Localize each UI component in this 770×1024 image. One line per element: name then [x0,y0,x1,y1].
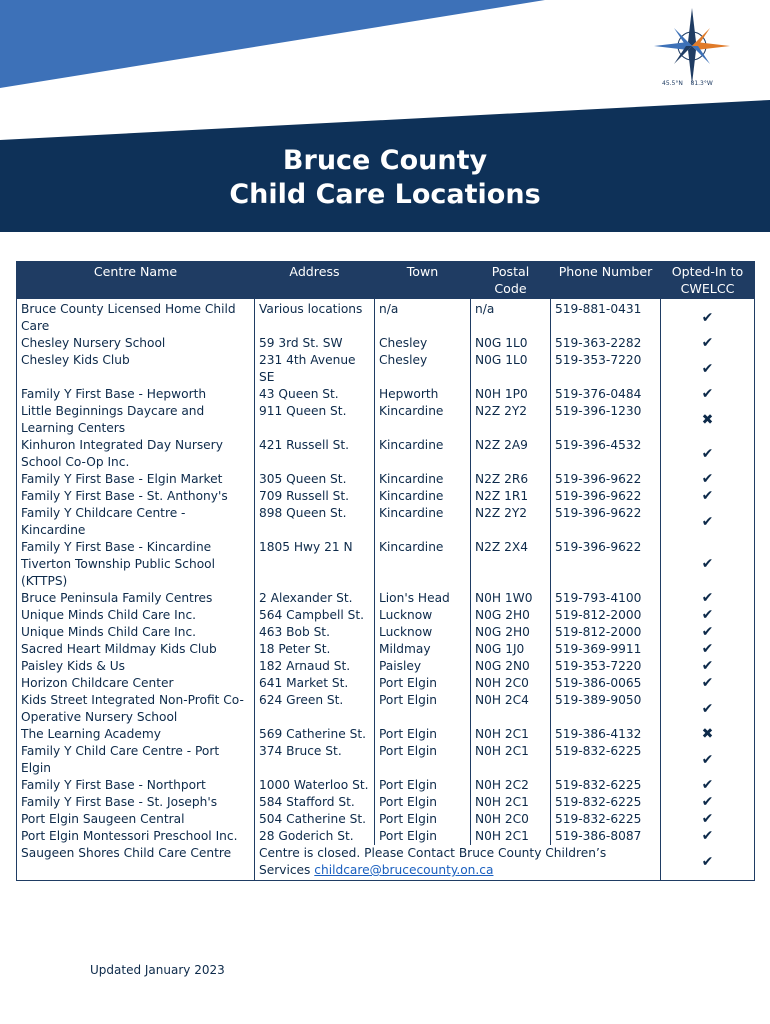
page-title [0,144,770,212]
header-opted-in: Opted-In to CWELCC [661,262,755,299]
table-row [17,811,755,828]
cell-centre-name: Unique Minds Child Care Inc. [17,607,255,624]
header-town: Town [375,262,471,299]
cell-postal-code: N0G 2H0 [471,624,551,641]
check-icon: ✔ [661,624,755,641]
cell-centre-name: Port Elgin Montessori Preschool Inc. [17,828,255,845]
cell-phone-number: 519-793-4100 [551,590,661,607]
cell-postal-code: N0H 2C0 [471,675,551,692]
cell-phone-number: 519-353-7220 [551,352,661,386]
cell-centre-name: Family Y Childcare Centre - Kincardine [17,505,255,539]
cell-town: n/a [375,299,471,336]
cell-phone-number: 519-881-0431 [551,299,661,336]
cell-address: 18 Peter St. [255,641,375,658]
cell-address: 182 Arnaud St. [255,658,375,675]
cell-address: 374 Bruce St. [255,743,375,777]
cell-address: 584 Stafford St. [255,794,375,811]
cell-address: 463 Bob St. [255,624,375,641]
cell-postal-code: N0G 2N0 [471,658,551,675]
cell-centre-name: Family Y First Base - Kincardine Tiverton Township Public School (KTTPS) [17,539,255,590]
check-icon: ✔ [661,658,755,675]
cell-town: Paisley [375,658,471,675]
table-row [17,488,755,505]
check-icon: ✔ [661,777,755,794]
check-icon: ✔ [661,845,755,881]
check-icon: ✔ [661,299,755,336]
cell-postal-code: N0H 2C4 [471,692,551,726]
coord-lon: 81.3°W [690,80,713,87]
child-care-table [16,261,755,881]
header-postal-code: Postal Code [471,262,551,299]
cross-icon: ✖ [661,726,755,743]
cell-phone-number: 519-832-6225 [551,777,661,794]
table-row [17,386,755,403]
cell-postal-code: N0G 2H0 [471,607,551,624]
check-icon: ✔ [661,692,755,726]
cell-phone-number: 519-832-6225 [551,794,661,811]
table-row [17,352,755,386]
cross-icon: ✖ [661,403,755,437]
cell-centre-name: Bruce Peninsula Family Centres [17,590,255,607]
table-row [17,828,755,845]
cell-phone-number: 519-386-0065 [551,675,661,692]
cell-postal-code: N2Z 2A9 [471,437,551,471]
closed-note-text: Centre is closed. Please Contact Bruce County Children’s Services [259,846,607,877]
cell-address: Various locations [255,299,375,336]
cell-postal-code: N0G 1L0 [471,335,551,352]
cell-address: 1805 Hwy 21 N [255,539,375,590]
cell-postal-code: N0H 1W0 [471,590,551,607]
cell-address: 564 Campbell St. [255,607,375,624]
contact-email-link[interactable]: childcare@brucecounty.on.ca [314,863,494,877]
updated-date: Updated January 2023 [90,963,225,977]
header-address: Address [255,262,375,299]
table-row [17,675,755,692]
cell-centre-name: Family Y First Base - Northport [17,777,255,794]
cell-town: Kincardine [375,488,471,505]
cell-postal-code: N0H 1P0 [471,386,551,403]
table-row [17,299,755,336]
cell-address: 624 Green St. [255,692,375,726]
cell-centre-name: The Learning Academy [17,726,255,743]
cell-centre-name: Chesley Kids Club [17,352,255,386]
cell-town: Port Elgin [375,743,471,777]
cell-centre-name: Kids Street Integrated Non-Profit Co- Operative Nursery School [17,692,255,726]
cell-address: 641 Market St. [255,675,375,692]
table-row [17,692,755,726]
cell-address: 1000 Waterloo St. [255,777,375,794]
check-icon: ✔ [661,607,755,624]
cell-centre-name: Unique Minds Child Care Inc. [17,624,255,641]
cell-centre-name: Family Y First Base - St. Anthony's [17,488,255,505]
cell-town: Kincardine [375,505,471,539]
cell-address: 305 Queen St. [255,471,375,488]
cell-address: 504 Catherine St. [255,811,375,828]
cell-town: Port Elgin [375,692,471,726]
table-row [17,743,755,777]
cell-address: 911 Queen St. [255,403,375,437]
table-row [17,726,755,743]
title-line-2: Child Care Locations [229,179,541,210]
cell-centre-name: Port Elgin Saugeen Central [17,811,255,828]
table-row [17,437,755,471]
cell-postal-code: N2Z 2Y2 [471,505,551,539]
check-icon: ✔ [661,471,755,488]
cell-centre-name: Family Y First Base - Elgin Market [17,471,255,488]
table-row [17,590,755,607]
cell-town: Port Elgin [375,675,471,692]
table-row [17,471,755,488]
cell-phone-number: 519-386-4132 [551,726,661,743]
table-row [17,335,755,352]
check-icon: ✔ [661,743,755,777]
cell-phone-number: 519-396-9622 [551,488,661,505]
header-banner [0,0,770,232]
cell-town: Chesley [375,335,471,352]
cell-phone-number: 519-376-0484 [551,386,661,403]
cell-town: Port Elgin [375,828,471,845]
cell-address: 898 Queen St. [255,505,375,539]
cell-postal-code: N0H 2C1 [471,726,551,743]
cell-postal-code: N2Z 2X4 [471,539,551,590]
cell-address: 421 Russell St. [255,437,375,471]
cell-postal-code: N0G 1L0 [471,352,551,386]
cell-postal-code: N2Z 2R6 [471,471,551,488]
compass-coordinates [662,80,713,87]
cell-town: Kincardine [375,471,471,488]
cell-centre-name: Family Y Child Care Centre - Port Elgin [17,743,255,777]
cell-address: 59 3rd St. SW [255,335,375,352]
cell-postal-code: N0G 1J0 [471,641,551,658]
cell-town: Port Elgin [375,726,471,743]
cell-town: Kincardine [375,403,471,437]
cell-address: 709 Russell St. [255,488,375,505]
cell-phone-number: 519-396-9622 [551,471,661,488]
check-icon: ✔ [661,641,755,658]
check-icon: ✔ [661,335,755,352]
cell-town: Lion's Head [375,590,471,607]
check-icon: ✔ [661,488,755,505]
cell-phone-number: 519-389-9050 [551,692,661,726]
cell-town: Port Elgin [375,794,471,811]
cell-town: Chesley [375,352,471,386]
cell-centre-name: Family Y First Base - Hepworth [17,386,255,403]
cell-postal-code: N0H 2C1 [471,743,551,777]
compass-icon [652,6,732,86]
check-icon: ✔ [661,811,755,828]
cell-phone-number: 519-369-9911 [551,641,661,658]
check-icon: ✔ [661,352,755,386]
cell-postal-code: N0H 2C1 [471,828,551,845]
cell-phone-number: 519-396-4532 [551,437,661,471]
check-icon: ✔ [661,386,755,403]
cell-phone-number: 519-353-7220 [551,658,661,675]
cell-closed-note [255,845,661,881]
cell-postal-code: N2Z 1R1 [471,488,551,505]
cell-phone-number: 519-386-8087 [551,828,661,845]
cell-phone-number: 519-363-2282 [551,335,661,352]
cell-postal-code: N0H 2C1 [471,794,551,811]
table-row [17,624,755,641]
cell-address: 2 Alexander St. [255,590,375,607]
cell-phone-number: 519-832-6225 [551,743,661,777]
cell-phone-number: 519-812-2000 [551,607,661,624]
check-icon: ✔ [661,590,755,607]
table-row-closed-centre [17,845,755,881]
cell-centre-name: Horizon Childcare Center [17,675,255,692]
header-centre-name: Centre Name [17,262,255,299]
cell-address: 569 Catherine St. [255,726,375,743]
cell-centre-name: Bruce County Licensed Home Child Care [17,299,255,336]
cell-town: Kincardine [375,539,471,590]
header-phone-number: Phone Number [551,262,661,299]
check-icon: ✔ [661,828,755,845]
title-line-1: Bruce County [282,145,488,176]
check-icon: ✔ [661,794,755,811]
check-icon: ✔ [661,505,755,539]
cell-centre-name: Sacred Heart Mildmay Kids Club [17,641,255,658]
cell-town: Port Elgin [375,811,471,828]
cell-town: Lucknow [375,607,471,624]
table-row [17,607,755,624]
cell-postal-code: N0H 2C2 [471,777,551,794]
check-icon: ✔ [661,539,755,590]
table-row [17,658,755,675]
cell-postal-code: n/a [471,299,551,336]
table-row [17,539,755,590]
cell-centre-name: Paisley Kids & Us [17,658,255,675]
cell-town: Hepworth [375,386,471,403]
coord-lat: 45.5°N [662,80,683,87]
cell-town: Port Elgin [375,777,471,794]
table-body [17,299,755,881]
cell-postal-code: N2Z 2Y2 [471,403,551,437]
table-row [17,777,755,794]
cell-town: Lucknow [375,624,471,641]
table-header-row [17,262,755,299]
cell-postal-code: N0H 2C0 [471,811,551,828]
cell-phone-number: 519-396-9622 [551,505,661,539]
check-icon: ✔ [661,675,755,692]
cell-town: Mildmay [375,641,471,658]
check-icon: ✔ [661,437,755,471]
cell-centre-name: Kinhuron Integrated Day Nursery School Co-Op Inc. [17,437,255,471]
cell-phone-number: 519-396-9622 [551,539,661,590]
cell-centre-name: Family Y First Base - St. Joseph's [17,794,255,811]
table-row [17,641,755,658]
cell-town: Kincardine [375,437,471,471]
cell-address: 231 4th Avenue SE [255,352,375,386]
cell-centre-name: Little Beginnings Daycare and Learning Centers [17,403,255,437]
cell-phone-number: 519-396-1230 [551,403,661,437]
table-row [17,794,755,811]
table-row [17,505,755,539]
cell-phone-number: 519-832-6225 [551,811,661,828]
table-row [17,403,755,437]
cell-centre-name: Saugeen Shores Child Care Centre [17,845,255,881]
cell-address: 28 Goderich St. [255,828,375,845]
cell-phone-number: 519-812-2000 [551,624,661,641]
cell-address: 43 Queen St. [255,386,375,403]
cell-centre-name: Chesley Nursery School [17,335,255,352]
